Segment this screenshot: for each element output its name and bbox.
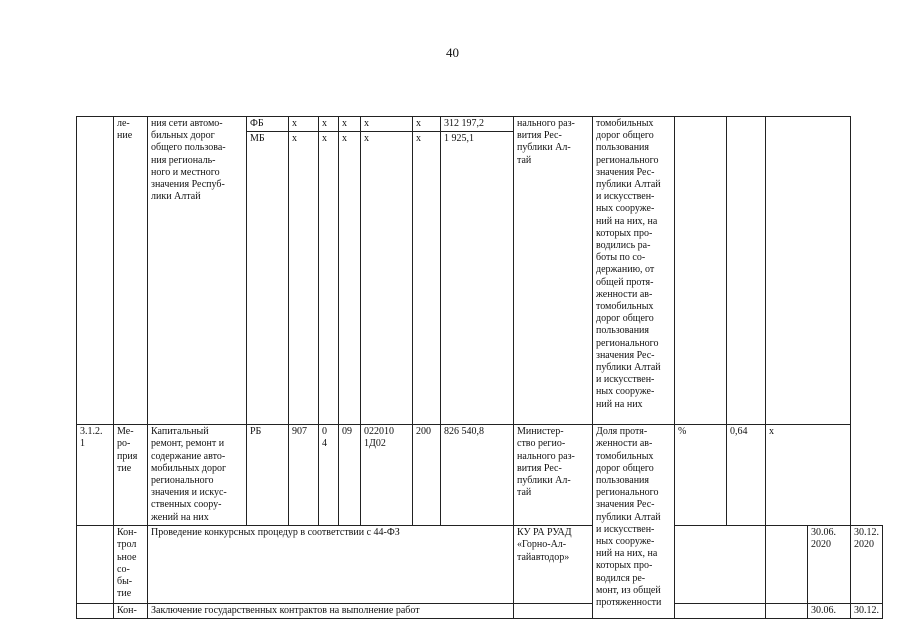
code-cell: х bbox=[339, 132, 361, 425]
unit-cell: % bbox=[675, 425, 727, 526]
code-cell: х bbox=[413, 117, 441, 132]
measure-name-cell: ния сети автомо- бильных дорог общего пользова- ния региональ- ного и местного значения Респуб- лики Алтай bbox=[148, 117, 247, 425]
code-cell: х bbox=[289, 117, 319, 132]
code-cell: х bbox=[339, 117, 361, 132]
table-row bbox=[77, 604, 883, 619]
end-date-cell: 30.12. bbox=[851, 604, 883, 619]
row-type-cell: Кон- bbox=[114, 604, 148, 619]
rz-cell: 0 4 bbox=[319, 425, 339, 526]
measure-name-cell: Капитальный ремонт, ремонт и содержание авто- мобильных дорог регионального значения и искус- ственных соору- жений на них bbox=[148, 425, 247, 526]
pr-cell: 09 bbox=[339, 425, 361, 526]
amount-cell: 1 925,1 bbox=[441, 132, 514, 425]
x-cell: х bbox=[766, 425, 851, 526]
code-cell: х bbox=[319, 132, 339, 425]
start-date-cell: 30.06. 2020 bbox=[808, 526, 851, 604]
amount-cell: 312 197,2 bbox=[441, 117, 514, 132]
funding-source-cell: ФБ bbox=[247, 117, 289, 132]
table-row bbox=[77, 425, 883, 526]
amount-cell: 826 540,8 bbox=[441, 425, 514, 526]
item-number-cell: 3.1.2. 1 bbox=[77, 425, 114, 526]
row-type-cell: ле- ние bbox=[114, 117, 148, 425]
indicator-cell: томобильных дорог общего пользования регионального значения Рес- публики Алтай и искусствен- ных сооруже- ний на них, на которых про- водились ра- боты по со- держанию, от общей протя- женности ав- томобильных дорог общего пользования регионального значения Рес- публики Алтай и искусствен- ных сооруже- ний на них bbox=[593, 117, 675, 425]
program-table bbox=[76, 116, 883, 619]
code-cell: х bbox=[413, 132, 441, 425]
indicator-cell: Доля протя- женности ав- томобильных дорог общего пользования регионального значения Рес- публики Алтай и искусствен- ных сооруже- ний на них, на которых про- водился ре- монт, из общей протяженности bbox=[593, 425, 675, 619]
code-cell: х bbox=[289, 132, 319, 425]
page-number: 40 bbox=[446, 45, 459, 60]
end-date-cell: 30.12. 2020 bbox=[851, 526, 883, 604]
control-event-cell: Проведение конкурсных процедур в соответствии с 44-ФЗ bbox=[148, 526, 514, 604]
vr-cell: 200 bbox=[413, 425, 441, 526]
funding-source-cell: РБ bbox=[247, 425, 289, 526]
table-row bbox=[77, 117, 883, 132]
row-type-cell: Ме- ро- прия тие bbox=[114, 425, 148, 526]
executor-cell: КУ РА РУАД «Горно-Ал- тайавтодор» bbox=[514, 526, 593, 604]
grbs-cell: 907 bbox=[289, 425, 319, 526]
code-cell: х bbox=[319, 117, 339, 132]
row-type-cell: Кон- трол ьное со- бы- тие bbox=[114, 526, 148, 604]
value-cell: 0,64 bbox=[727, 425, 766, 526]
executor-cell: нального раз- вития Рес- публики Ал- тай bbox=[514, 117, 593, 425]
control-event-cell: Заключение государственных контрактов на выполнение работ bbox=[148, 604, 514, 619]
table-row bbox=[77, 526, 883, 604]
code-cell: х bbox=[361, 132, 413, 425]
csr-cell: 022010 1Д02 bbox=[361, 425, 413, 526]
funding-source-cell: МБ bbox=[247, 132, 289, 425]
code-cell: х bbox=[361, 117, 413, 132]
executor-cell: Министер- ство регио- нального раз- вития Рес- публики Ал- тай bbox=[514, 425, 593, 526]
start-date-cell: 30.06. bbox=[808, 604, 851, 619]
